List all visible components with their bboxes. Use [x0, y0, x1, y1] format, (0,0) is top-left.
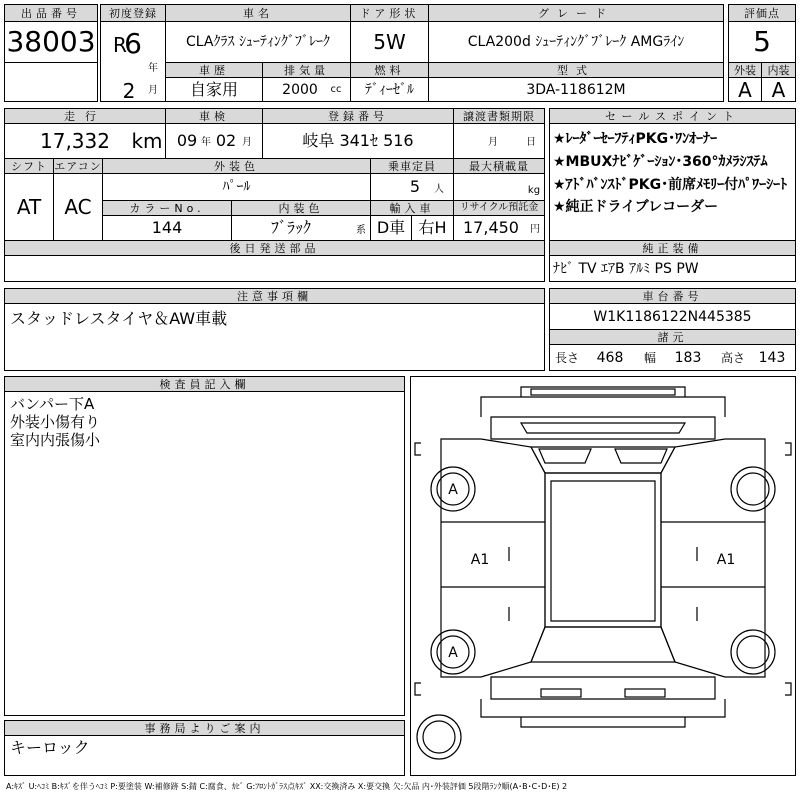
- inspector-line-1: バンパー下A: [10, 394, 95, 413]
- recycle-unit: 円: [530, 224, 540, 235]
- ext-color-value: ﾊﾟｰﾙ: [222, 179, 251, 195]
- sales-point-2: ★MBUXﾅﾋﾞｹﾞｰｼｮﾝ･360°ｶﾒﾗｼｽﾃﾑ: [553, 154, 768, 170]
- inspection-label: 車検: [165, 108, 263, 124]
- width-value: 183: [674, 349, 702, 366]
- history-value: 自家用: [189, 79, 238, 99]
- color-no-label: カラーNo.: [102, 200, 232, 216]
- inspection-month: 02: [215, 131, 237, 150]
- recycle-value: 17,450: [463, 218, 519, 237]
- first-reg-year-unit: 年: [148, 63, 158, 74]
- mileage-value: 17,332: [40, 129, 110, 153]
- damage-diagram: [410, 376, 796, 776]
- fuel-value: ﾃﾞｨｰｾﾞﾙ: [365, 81, 414, 98]
- inspector-line-2: 外装小傷有り: [10, 412, 101, 431]
- score-value: 5: [753, 25, 771, 58]
- history-label: 車歴: [165, 62, 263, 78]
- first-reg-month-unit: 月: [148, 85, 158, 96]
- car-name-label: 車名: [165, 4, 351, 22]
- int-color-label: 内装色: [231, 200, 371, 216]
- interior-grade-label: 内装: [761, 62, 796, 78]
- chassis-number: W1K1186122N445385: [593, 308, 752, 325]
- plate-value: 岐阜 341ｾ 516: [302, 131, 414, 150]
- transfer-label: 譲渡書類期限: [453, 108, 545, 124]
- car-diagram-svg: [411, 377, 795, 775]
- capacity-unit: 人: [434, 184, 444, 195]
- footer-legend: A:ｷｽﾞ U:ﾍｺﾐ B:ｷｽﾞを伴うﾍｺﾐ P:要塗装 W:補修跡 S:錆 C:腐食、ｶﾋﾞ G:ﾌﾛﾝﾄｶﾞﾗｽ点ｷｽﾞ XX:交換済み X:要交換 欠:欠品 内･外装評価 5段階ﾗﾝｸ順(A･B･C･D･E) 2: [6, 782, 568, 791]
- height-label: 高さ: [720, 351, 745, 365]
- damage-mark-right-door: A1: [716, 552, 736, 568]
- interior-grade: A: [771, 77, 786, 102]
- displacement-label: 排気量: [262, 62, 351, 78]
- car-name: CLAｸﾗｽ ｼｭｰﾃｨﾝｸﾞﾌﾞﾚｰｸ: [186, 34, 330, 50]
- capacity-label: 乗車定員: [370, 158, 454, 174]
- damage-mark-front-left-wheel: A: [448, 482, 458, 498]
- ext-color-label: 外装色: [102, 158, 371, 174]
- max-load-unit: kg: [527, 185, 541, 196]
- int-color-value: ﾌﾞﾗｯｸ: [270, 218, 311, 237]
- inspection-year: 09: [176, 131, 198, 150]
- shift-value: AT: [16, 195, 42, 219]
- inspection-year-unit: 年: [201, 137, 211, 148]
- int-color-unit: 系: [356, 225, 366, 236]
- later-parts-label: 後日発送部品: [4, 240, 545, 256]
- office-text: キーロック: [10, 738, 90, 757]
- lot-no-lower-box: [4, 62, 98, 102]
- recycle-label: リサイクル預託金: [453, 200, 545, 216]
- notes-text: スタッドレスタイヤ＆AW車載: [10, 309, 228, 328]
- damage-mark-left-door: A1: [470, 552, 490, 568]
- height-value: 143: [758, 349, 786, 366]
- first-reg-year: 6: [124, 27, 142, 60]
- dims-label: 諸元: [549, 329, 796, 345]
- inspection-month-unit: 月: [242, 137, 252, 148]
- door-value: 5W: [373, 30, 406, 54]
- plate-label: 登録番号: [262, 108, 454, 124]
- sales-point-4: ★純正ドライブレコーダー: [553, 199, 719, 215]
- first-reg-era: R: [113, 33, 127, 57]
- exterior-grade-label: 外装: [728, 62, 762, 78]
- displacement-unit: cc: [330, 84, 342, 95]
- score-label: 評価点: [728, 4, 796, 22]
- grade-value: CLA200d ｼｭｰﾃｨﾝｸﾞﾌﾞﾚｰｸ AMGﾗｲﾝ: [467, 34, 685, 50]
- import-label: 輸入車: [370, 200, 454, 216]
- displacement-value: 2000: [282, 81, 318, 98]
- grade-label: グレード: [428, 4, 724, 22]
- sales-point-1: ★ﾚｰﾀﾞｰｾｰﾌﾃｨPKG･ﾜﾝｵｰﾅｰ: [553, 131, 718, 147]
- handle-value: 右H: [418, 218, 447, 237]
- sales-points-label: セールスポイント: [549, 108, 796, 124]
- notes-label: 注意事項欄: [4, 288, 545, 304]
- chassis-label: 車台番号: [549, 288, 796, 304]
- mileage-label: 走行: [4, 108, 166, 124]
- length-label: 長さ: [554, 351, 579, 365]
- damage-mark-rear-left-wheel: A: [448, 645, 458, 661]
- exterior-grade: A: [738, 77, 752, 102]
- color-no-value: 144: [151, 218, 183, 237]
- ac-label: エアコン: [54, 159, 102, 173]
- fuel-label: 燃料: [350, 62, 429, 78]
- first-reg-label: 初度登録: [100, 4, 166, 22]
- model-value: 3DA-118612M: [526, 81, 626, 98]
- equipment-label: 純正装備: [549, 240, 796, 256]
- length-value: 468: [596, 349, 624, 366]
- inspector-line-3: 室内内張傷小: [10, 430, 101, 449]
- width-label: 幅: [643, 351, 656, 365]
- transfer-day-unit: 日: [526, 137, 536, 148]
- door-label: ドア形状: [350, 4, 429, 22]
- model-label: 型式: [428, 62, 724, 78]
- mileage-unit: km: [131, 129, 163, 153]
- import-type: D車: [376, 218, 406, 237]
- inspector-label: 検査員記入欄: [4, 376, 405, 392]
- transfer-month-unit: 月: [488, 137, 498, 148]
- first-reg-month: 2: [122, 79, 136, 103]
- lot-no: 38003: [6, 25, 96, 58]
- sales-point-3: ★ｱﾄﾞﾊﾞﾝｽﾄﾞPKG･前席ﾒﾓﾘｰ付ﾊﾟﾜｰｼｰﾄ: [553, 177, 788, 193]
- ac-value: AC: [64, 195, 92, 219]
- office-label: 事務局よりご案内: [4, 720, 405, 736]
- later-parts-value: [4, 255, 551, 282]
- lot-no-label: 出品番号: [4, 4, 98, 22]
- max-load-label: 最大積載量: [453, 158, 545, 174]
- shift-label: シフト: [4, 158, 54, 174]
- capacity-value: 5: [409, 177, 421, 196]
- equipment-value: ﾅﾋﾞ TV ｴｱB ｱﾙﾐ PS PW: [553, 260, 699, 277]
